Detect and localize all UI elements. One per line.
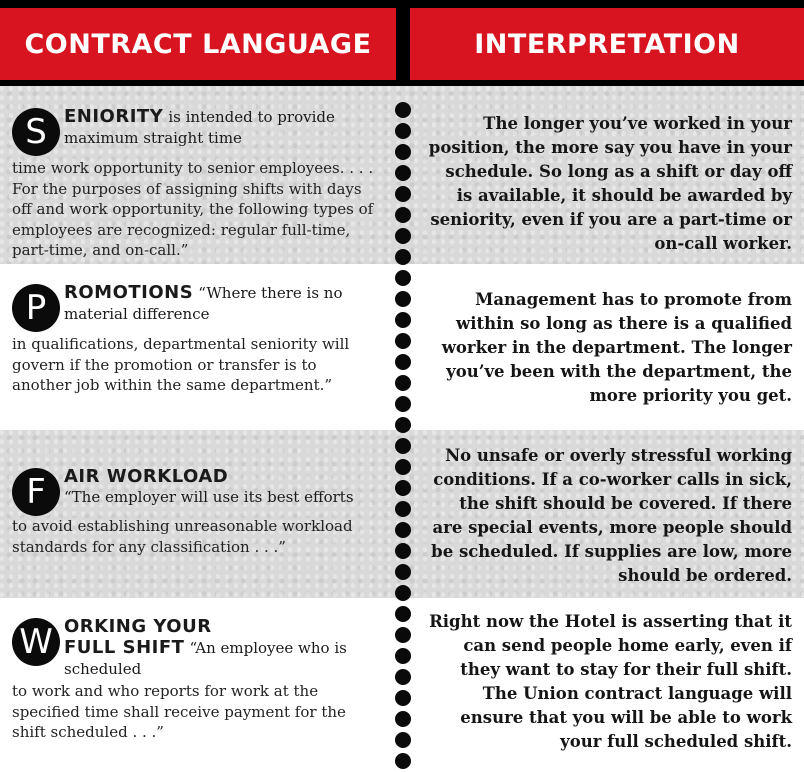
row-seniority-interpretation: The longer you’ve worked in your position, the more say you have in your schedule. So long as a shift or day off is available, it should be awarded by seniority, even if you are a part-time or on-call worker. <box>428 114 792 253</box>
row-title: ORKING YOUR <box>64 616 212 637</box>
divider-dot <box>395 627 411 643</box>
divider-dot <box>395 753 411 769</box>
divider-dot <box>395 312 411 328</box>
divider-dot <box>395 564 411 580</box>
divider-dot <box>395 711 411 727</box>
row-body: to work and who reports for work at the specified time shall receive payment for the shift scheduled . . .” <box>12 682 346 741</box>
table-header <box>0 0 804 86</box>
row-title-line2: FULL SHIFT <box>64 637 185 658</box>
divider-dot <box>395 669 411 685</box>
row-title: ENIORITY <box>64 106 164 127</box>
row-working-full-shift-contract <box>0 616 390 743</box>
divider-dot <box>395 144 411 160</box>
divider-dot <box>395 333 411 349</box>
divider-dot <box>395 585 411 601</box>
row-promotions-interpretation: Management has to promote from within so long as there is a qualified worker in the department. The longer you’ve been with the department, the more priority you get. <box>441 290 792 405</box>
divider-dot <box>395 438 411 454</box>
divider-dot <box>395 522 411 538</box>
drop-cap-w: W <box>12 618 60 666</box>
divider-dot <box>395 690 411 706</box>
row-body: in qualifications, departmental seniority will govern if the promotion or transfer is to another job within the same department.” <box>12 335 350 394</box>
divider-dot <box>395 165 411 181</box>
divider-dot <box>395 123 411 139</box>
row-promotions-contract <box>0 282 390 396</box>
divider-dot <box>395 249 411 265</box>
divider-dot <box>395 501 411 517</box>
row-working-full-shift-interpretation: Right now the Hotel is asserting that it can send people home early, even if they want to stay for their full shift. The Union contract language will ensure that you will be able to work your full scheduled shift. <box>429 612 792 751</box>
row-intro: “Where there is no material difference <box>64 284 343 323</box>
divider-dot <box>395 606 411 622</box>
header-interpretation: INTERPRETATION <box>410 8 804 80</box>
divider-dot <box>395 102 411 118</box>
drop-cap-f: F <box>12 468 60 516</box>
divider-dot <box>395 375 411 391</box>
row-body: to avoid establishing unreasonable workload standards for any classification . . .” <box>12 517 353 556</box>
row-intro: “An employee who is scheduled <box>64 639 347 678</box>
divider-dot <box>395 732 411 748</box>
header-contract-language: CONTRACT LANGUAGE <box>0 8 396 80</box>
divider-dot <box>395 354 411 370</box>
divider-dot <box>395 459 411 475</box>
row-intro: “The employer will use its best efforts <box>64 488 354 506</box>
row-body: time work opportunity to senior employees. . . . For the purposes of assigning shifts with days off and work opportunity, the following types of employees are recognized: regular full-time, part-time, and on-call.” <box>12 159 374 259</box>
row-intro: is intended to provide maximum straight time <box>64 108 335 147</box>
row-fair-workload-contract <box>0 466 390 557</box>
divider-dot <box>395 417 411 433</box>
divider-dot <box>395 207 411 223</box>
divider-dot <box>395 480 411 496</box>
divider-dot <box>395 186 411 202</box>
row-title: AIR WORKLOAD <box>64 466 229 487</box>
divider-dot <box>395 291 411 307</box>
divider-dot <box>395 396 411 412</box>
drop-cap-s: S <box>12 108 60 156</box>
row-fair-workload-interpretation: No unsafe or overly stressful working conditions. If a co-worker calls in sick, the shift should be covered. If there are special events, more people should be scheduled. If supplies are low, more should be ordered. <box>431 446 792 585</box>
divider-dot <box>395 270 411 286</box>
row-seniority-contract <box>0 106 390 261</box>
divider-dot <box>395 648 411 664</box>
drop-cap-p: P <box>12 284 60 332</box>
row-title: ROMOTIONS <box>64 282 194 303</box>
divider-dot <box>395 228 411 244</box>
divider-dot <box>395 543 411 559</box>
